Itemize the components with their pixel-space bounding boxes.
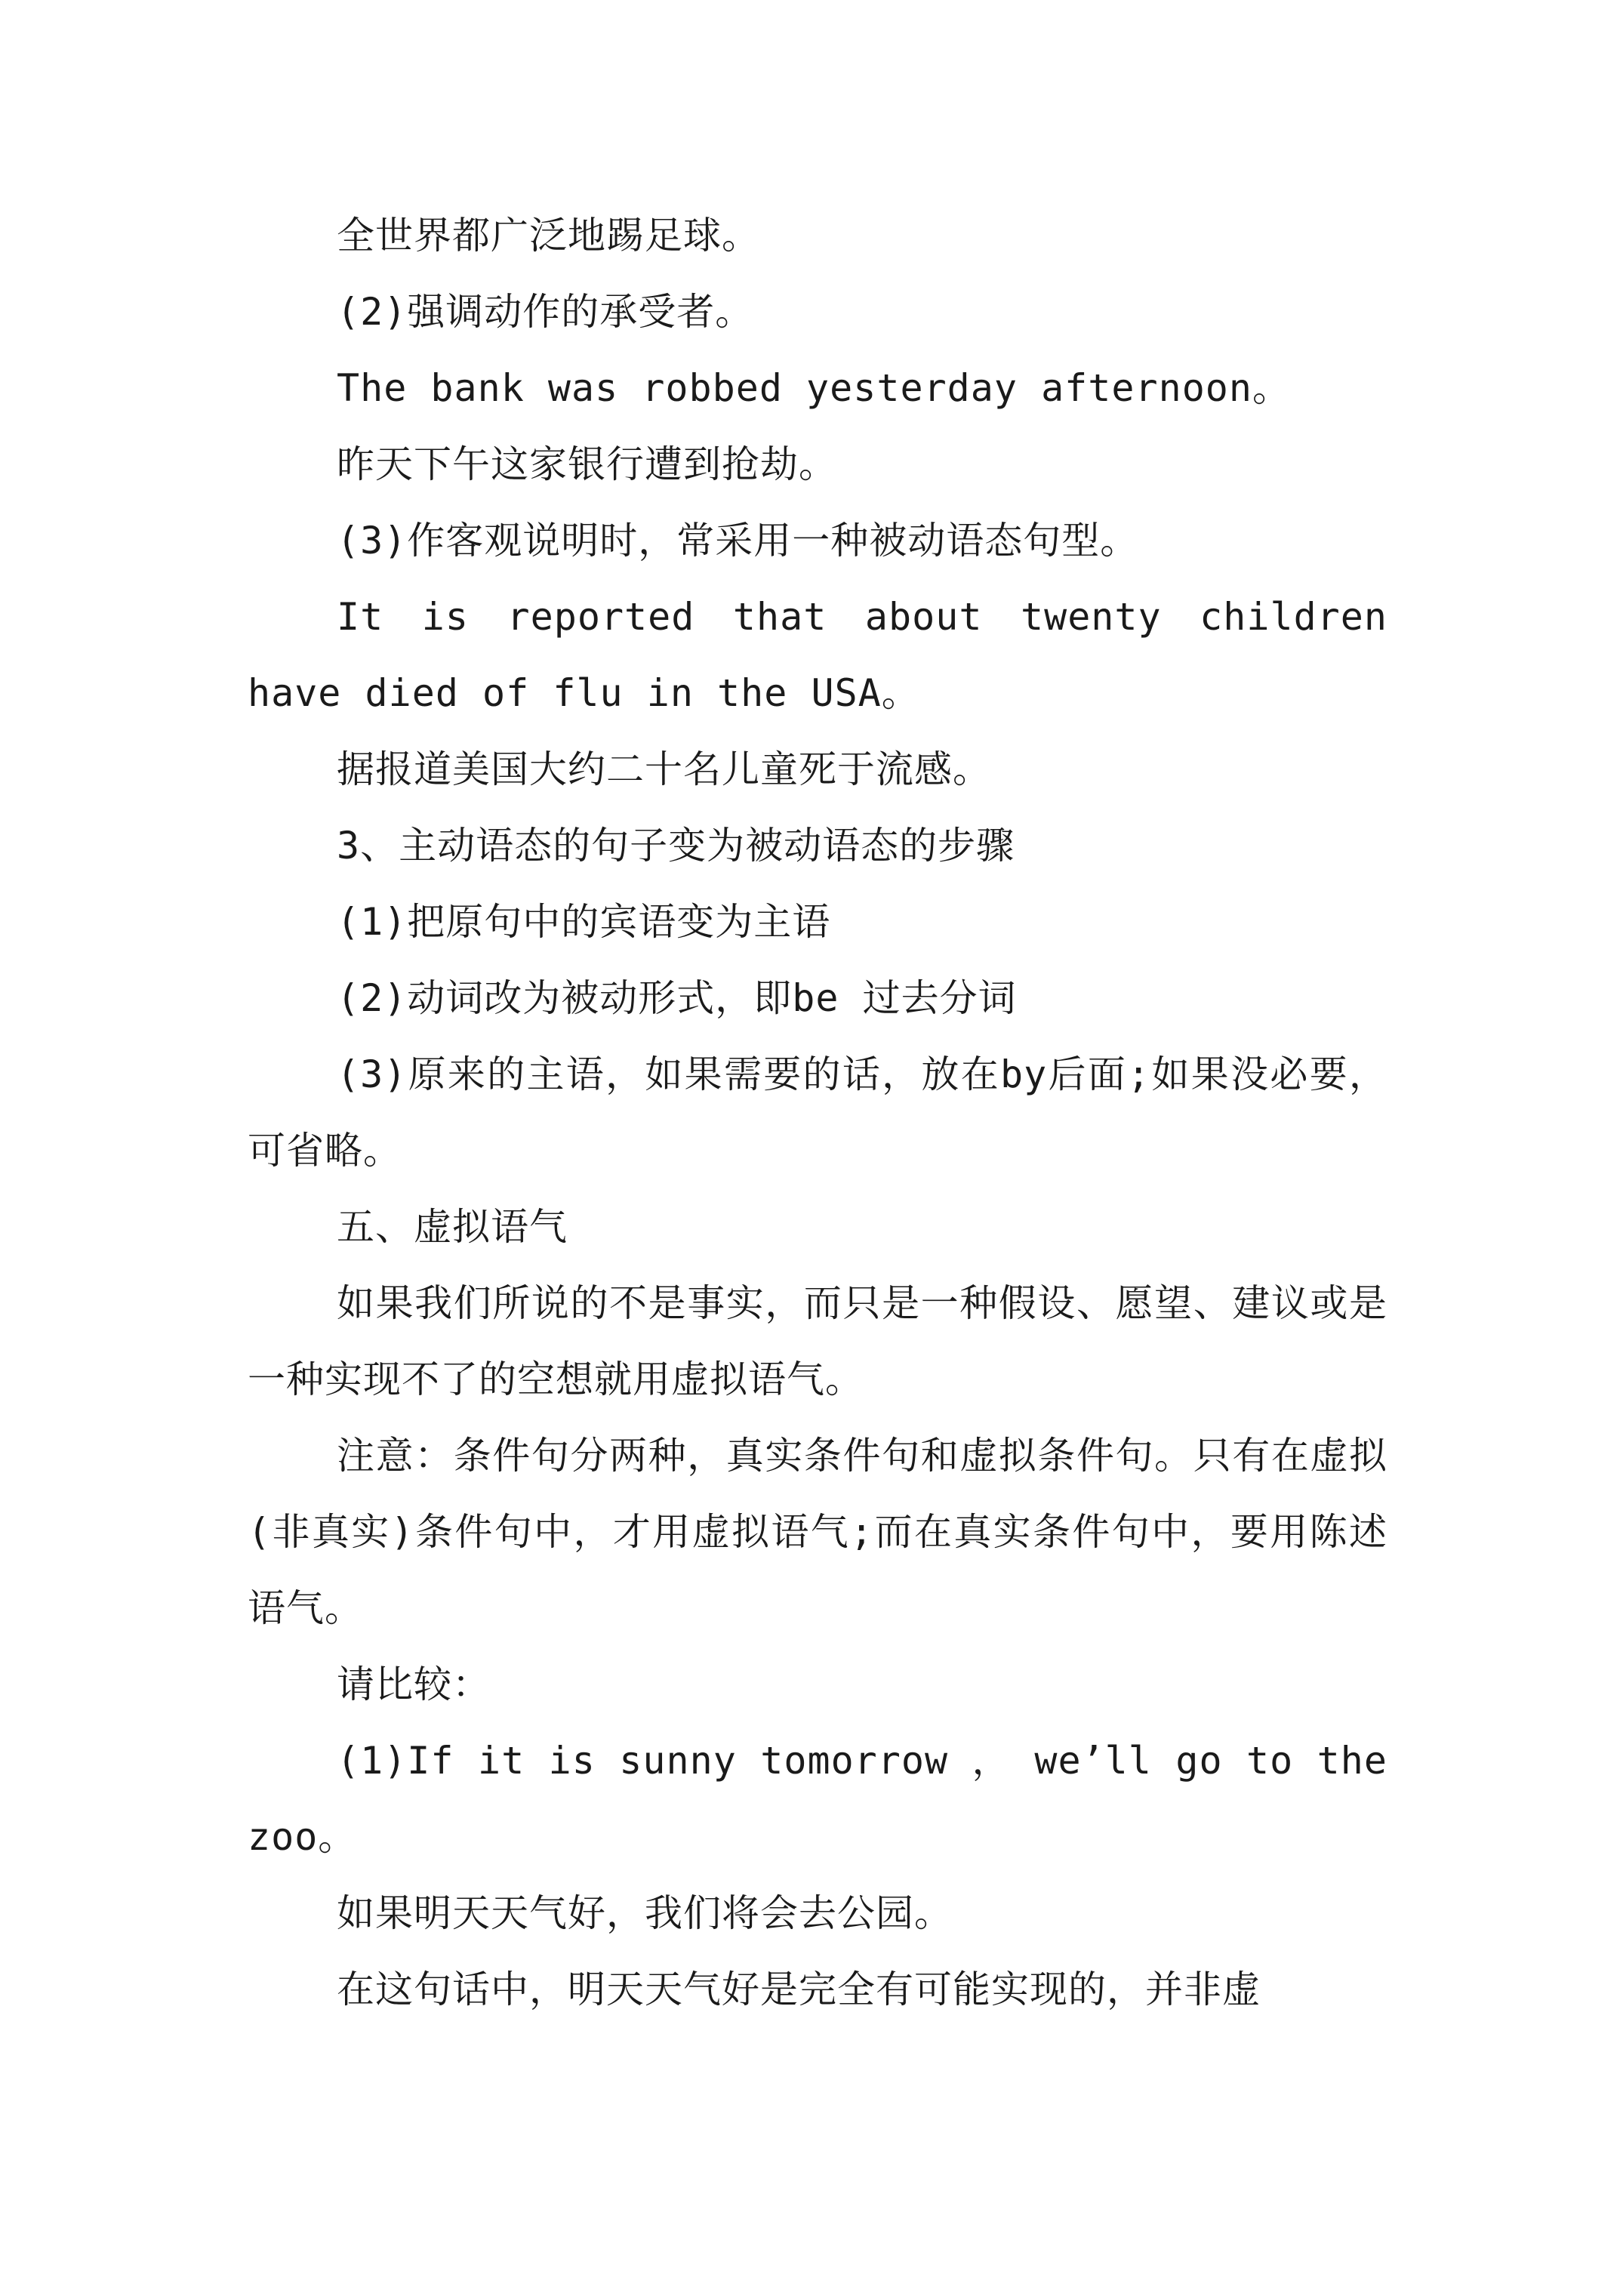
section-heading: 五、虚拟语气: [337, 1205, 568, 1249]
paragraph: 如果明天天气好，我们将会去公园。: [337, 1891, 953, 1935]
paragraph: (3)作客观说明时，常采用一种被动语态句型。: [337, 519, 1139, 562]
document-body: [248, 198, 1387, 2028]
paragraph: (1)If it is sunny tomorrow ， we’ll go to the zoo。: [248, 1739, 1387, 1859]
paragraph: (3)原来的主语，如果需要的话，放在by后面;如果没必要，可省略。: [248, 1052, 1387, 1173]
paragraph: (2)动词改为被动形式，即be 过去分词: [337, 976, 1017, 1020]
paragraph: (2)强调动作的承受者。: [337, 290, 754, 334]
paragraph: 据报道美国大约二十名儿童死于流感。: [337, 747, 991, 791]
paragraph: (1)把原句中的宾语变为主语: [337, 900, 831, 944]
section-step-heading: 3、主动语态的句子变为被动语态的步骤: [337, 824, 1015, 868]
paragraph: 昨天下午这家银行遭到抢劫。: [337, 442, 837, 486]
paragraph: 全世界都广泛地踢足球。: [337, 214, 760, 257]
paragraph: 请比较：: [337, 1663, 491, 1706]
paragraph: 在这句话中，明天天气好是完全有可能实现的，并非虚: [337, 1968, 1261, 2011]
paragraph: 注意：条件句分两种，真实条件句和虚拟条件句。只有在虚拟(非真实)条件句中，才用虚拟语气;而在真实条件句中，要用陈述语气。: [248, 1434, 1387, 1630]
paragraph: It is reported that about twenty children have died of flu in the USA。: [248, 595, 1387, 715]
paragraph: The bank was robbed yesterday afternoon。: [337, 366, 1291, 410]
paragraph: 如果我们所说的不是事实，而只是一种假设、愿望、建议或是一种实现不了的空想就用虚拟语气。: [248, 1281, 1387, 1401]
